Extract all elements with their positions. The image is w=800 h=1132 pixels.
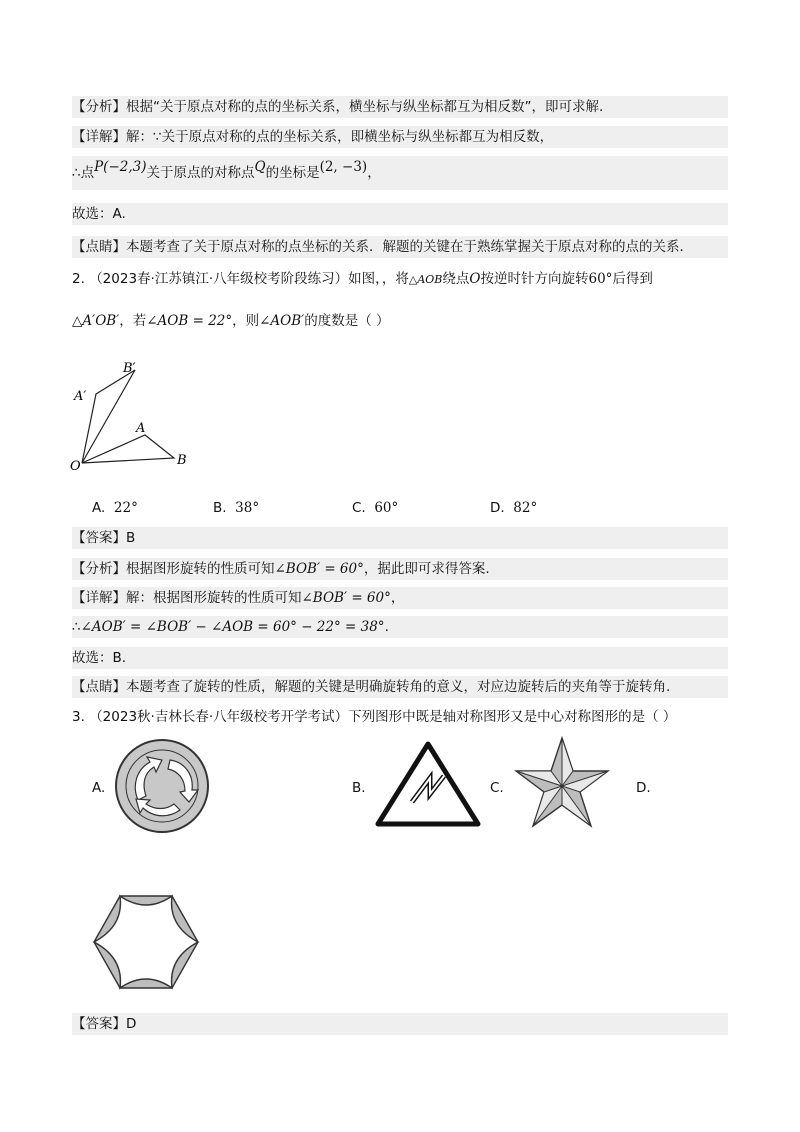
detail-tag: 【详解】 [72,590,126,606]
stem-text: 如图，，将 [348,271,409,287]
q1-choice-line [72,203,728,225]
therefore-prefix: ∴ [72,619,81,635]
option-letter: D. [490,500,505,516]
triangle-aob: △AOB [408,273,443,286]
q2-answer-line [72,527,728,549]
q3-answer-line [72,1013,728,1035]
analysis-math: ∠BOB′ = 60° [274,561,364,577]
q1-comment-line [72,236,728,258]
label-b: B [177,453,187,468]
label-a: A [136,421,146,436]
end-punct: ， [367,165,381,181]
detail-text: ， [390,590,405,606]
calc-end: . [384,619,389,635]
stem-text: 后得到 [612,271,653,287]
comment-text: 本题考查了关于原点对称的点坐标的关系．解题的关键在于熟练掌握关于原点对称的点的关系． [126,239,693,255]
q2-analysis-line [72,558,728,580]
answer-value: B [126,530,136,546]
q3-option-b-label[interactable]: B. [352,780,366,796]
option-value: 60° [374,500,399,516]
analysis-text: ，据此即可求得答案. [363,561,490,577]
q2-option-d[interactable] [490,500,537,516]
coord-text: 的坐标是 [265,165,320,181]
q2-comment-line [72,676,728,698]
detail-tag: 【详解】 [72,129,126,145]
five-point-star [512,736,612,832]
detail-text: 解：根据图形旋转的性质可知 [126,590,302,606]
q2-option-b[interactable] [213,500,259,516]
question-source: （2023春·江苏镇江·八年级校考阶段练习） [89,271,349,287]
question-source: （2023秋·吉林长春·八年级校考开学考试） [89,709,349,725]
q1-analysis-line [72,96,728,118]
option-letter: A. [92,500,106,516]
stem-text: 绕点 [442,271,470,287]
rotation-angle: 60° [588,271,613,287]
option-letter: B. [213,500,227,516]
stem-text: ，则 [232,313,260,329]
rotation-figure [60,350,210,480]
asked-angle: ∠AOB′ [259,313,305,329]
answer-tag: 【答案】 [72,1016,126,1032]
stem-text: 的度数是（ ） [304,313,390,329]
comment-tag: 【点睛】 [72,239,126,255]
choice-text: 故选：A. [72,206,126,222]
calculation: ∠AOB′ = ∠BOB′ − ∠AOB = 60° − 22° = 38° [80,619,385,635]
option-letter: C. [352,500,366,516]
point-p: P(−2,3) [94,159,147,175]
rotated-triangle [82,370,135,463]
option-value: 82° [513,500,538,516]
q3-option-c-label[interactable]: C. [490,780,504,796]
warning-triangle-sign [372,738,484,830]
comment-text: 本题考查了旋转的性质，解题的关键是明确旋转角的意义，对应边旋转后的夹角等于旋转角. [126,679,671,695]
label-o: O [70,459,81,474]
analysis-tag: 【分析】 [72,99,126,115]
q1-detail-line [72,126,728,148]
detail-math: ∠BOB′ = 60° [301,590,391,606]
q2-stem-line2 [72,310,728,332]
q2-detail-line [72,587,728,609]
stem-text: ，若 [119,313,147,329]
q3-stem-line [72,706,728,728]
point-q: Q [254,159,266,175]
point-o: O [469,271,481,287]
answer-value: D [126,1016,137,1032]
answer-tag: 【答案】 [72,530,126,546]
question-number: 3. [72,709,85,725]
comment-tag: 【点睛】 [72,679,126,695]
detail-text: 解：∵关于原点对称的点的坐标关系，即横坐标与纵坐标都互为相反数， [126,129,554,145]
label-a-prime: A′ [74,389,87,404]
therefore-prefix: ∴点 [72,165,95,181]
label-b-prime: B′ [123,361,136,376]
option-value: 38° [235,500,260,516]
given-angle: ∠AOB = 22° [146,313,233,329]
option-value: 22° [113,500,138,516]
q2-stem-line1 [72,268,728,291]
triangle-a-prime-o-b-prime: △A′OB′ [72,313,120,329]
q1-therefore-line [72,156,728,190]
choice-text: 故选：B. [72,650,127,666]
q3-option-a-label[interactable]: A. [92,780,106,796]
coord-value: (2, −3) [319,159,368,175]
q2-choice-line [72,647,728,669]
circular-arrows-sign [114,738,210,834]
q2-option-a[interactable] [92,500,138,516]
stem-text: 下列图形中既是轴对称图形又是中心对称图形的是（ ） [348,709,677,725]
analysis-text: 根据“关于原点对称的点的坐标关系，横坐标与纵坐标都互为相反数”，即可求解. [126,99,604,115]
question-number: 2. [72,271,85,287]
analysis-text: 根据图形旋转的性质可知 [126,561,275,577]
q3-option-d-label[interactable]: D. [636,780,651,796]
stem-text: 按逆时针方向旋转 [480,271,589,287]
q2-calc-line [72,616,728,638]
hexagon-arcs-figure [92,892,200,992]
analysis-tag: 【分析】 [72,561,126,577]
mid-text: 关于原点的对称点 [146,165,255,181]
q2-option-c[interactable] [352,500,398,516]
